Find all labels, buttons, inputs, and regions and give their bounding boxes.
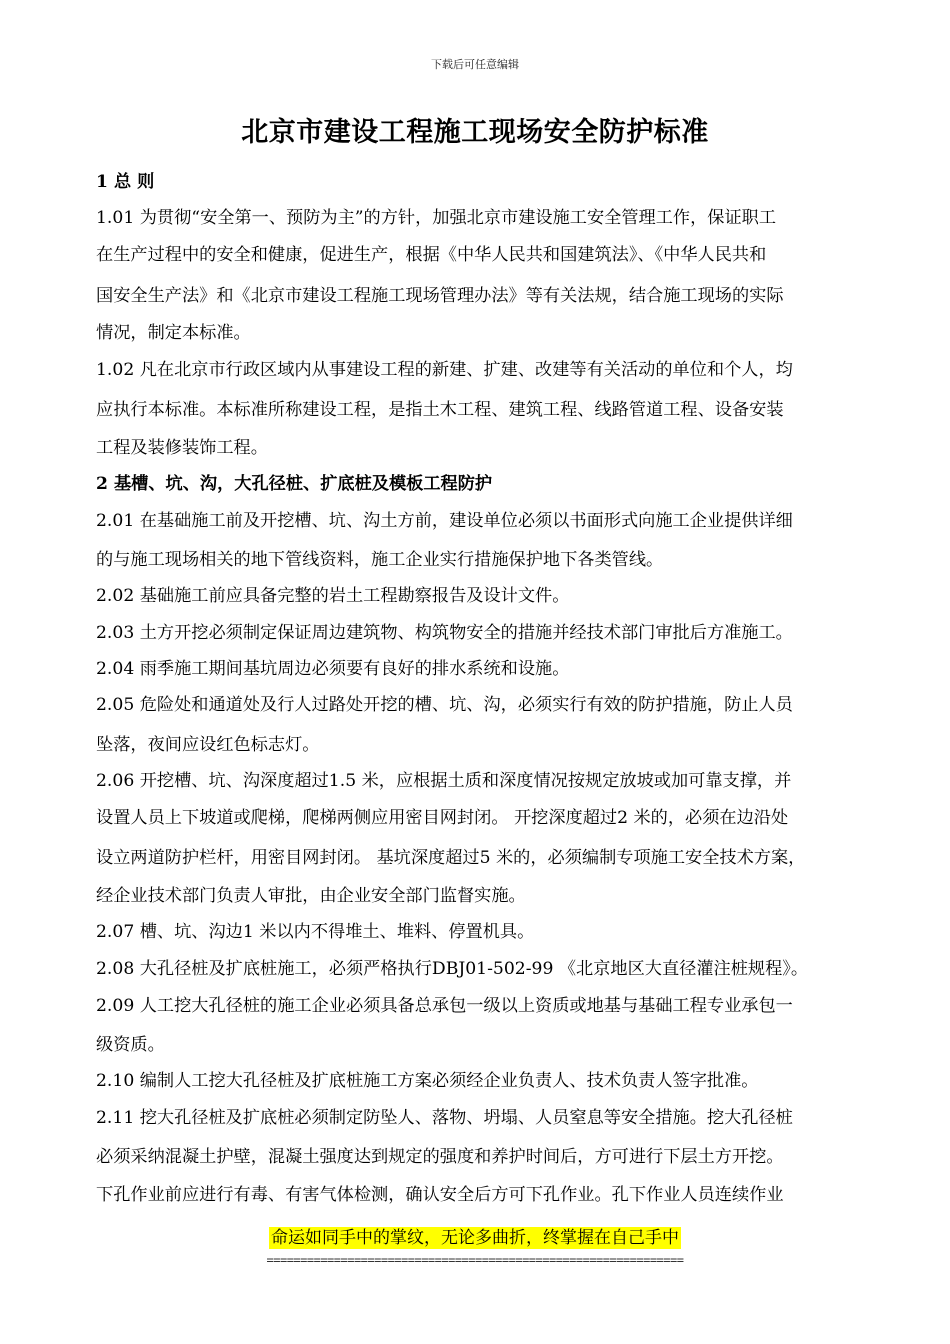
paragraph-line: 1.02 凡在北京市行政区域内从事建设工程的新建、扩建、改建等有关活动的单位和个人，均 (96, 360, 793, 380)
section-heading: 2 基槽、坑、沟，大孔径桩、扩底桩及模板工程防护 (96, 474, 493, 494)
paragraph-line: 2.06 开挖槽、坑、沟深度超过1.5 米，应根据土质和深度情况按规定放坡或加可靠支撑，并 (96, 771, 792, 791)
paragraph-line: 2.05 危险处和通道处及行人过路处开挖的槽、坑、沟，必须实行有效的防护措施，防止人员 (96, 695, 793, 715)
paragraph-line: 2.08 大孔径桩及扩底桩施工，必须严格执行DBJ01-502-99 《北京地区大直径灌注桩规程》。 (96, 959, 809, 979)
paragraph-line: 情况，制定本标准。 (96, 323, 251, 343)
paragraph-line: 2.09 人工挖大孔径桩的施工企业必须具备总承包一级以上资质或地基与基础工程专业承包一 (96, 996, 793, 1016)
paragraph-line: 国安全生产法》和《北京市建设工程施工现场管理办法》等有关法规，结合施工现场的实际 (96, 286, 784, 306)
paragraph-line: 在生产过程中的安全和健康，促进生产，根据《中华人民共和国建筑法》、《中华人民共和 (96, 245, 767, 265)
header-note: 下载后可任意编辑 (431, 58, 519, 71)
paragraph-line: 2.03 土方开挖必须制定保证周边建筑物、构筑物安全的措施并经技术部门审批后方准施工。 (96, 623, 793, 643)
footer-motto-text: 命运如同手中的掌纹，无论多曲折，终掌握在自己手中 (271, 1228, 679, 1248)
paragraph-line: 1.01 为贯彻“安全第一、预防为主”的方针，加强北京市建设施工安全管理工作，保证职工 (96, 208, 777, 228)
paragraph-line: 应执行本标准。本标准所称建设工程，是指土木工程、建筑工程、线路管道工程、设备安装 (96, 400, 784, 420)
paragraph-line: 级资质。 (96, 1035, 165, 1055)
paragraph-line: 下孔作业前应进行有毒、有害气体检测，确认安全后方可下孔作业。孔下作业人员连续作业 (96, 1185, 784, 1205)
paragraph-line: 2.02 基础施工前应具备完整的岩土工程勘察报告及设计文件。 (96, 586, 570, 606)
paragraph-line: 2.11 挖大孔径桩及扩底桩必须制定防坠人、落物、坍塌、人员窒息等安全措施。挖大孔径桩 (96, 1108, 793, 1128)
paragraph-line: 2.07 槽、坑、沟边1 米以内不得堆土、堆料、停置机具。 (96, 922, 535, 942)
paragraph-line: 坠落，夜间应设红色标志灯。 (96, 735, 320, 755)
paragraph-line: 设置人员上下坡道或爬梯，爬梯两侧应用密目网封闭。 开挖深度超过2 米的，必须在边沿处 (96, 808, 789, 828)
paragraph-line: 2.10 编制人工挖大孔径桩及扩底桩施工方案必须经企业负责人、技术负责人签字批准。 (96, 1071, 759, 1091)
section-heading: 1 总 则 (96, 172, 155, 192)
paragraph-line: 设立两道防护栏杆，用密目网封闭。 基坑深度超过5 米的，必须编制专项施工安全技术方案， (96, 848, 806, 868)
document-title: 北京市建设工程施工现场安全防护标准 (241, 117, 709, 148)
paragraph-line: 经企业技术部门负责人审批，由企业安全部门监督实施。 (96, 886, 526, 906)
paragraph-line: 2.01 在基础施工前及开挖槽、坑、沟土方前，建设单位必须以书面形式向施工企业提供详细 (96, 511, 793, 531)
footer-motto (0, 1223, 950, 1248)
paragraph-line: 的与施工现场相关的地下管线资料，施工企业实行措施保护地下各类管线。 (96, 550, 664, 570)
paragraph-line: 2.04 雨季施工期间基坑周边必须要有良好的排水系统和设施。 (96, 659, 570, 679)
paragraph-line: 工程及装修装饰工程。 (96, 438, 268, 458)
footer-divider: ============================================================== (266, 1253, 684, 1267)
paragraph-line: 必须采纳混凝土护壁，混凝土强度达到规定的强度和养护时间后，方可进行下层土方开挖。 (96, 1147, 784, 1167)
